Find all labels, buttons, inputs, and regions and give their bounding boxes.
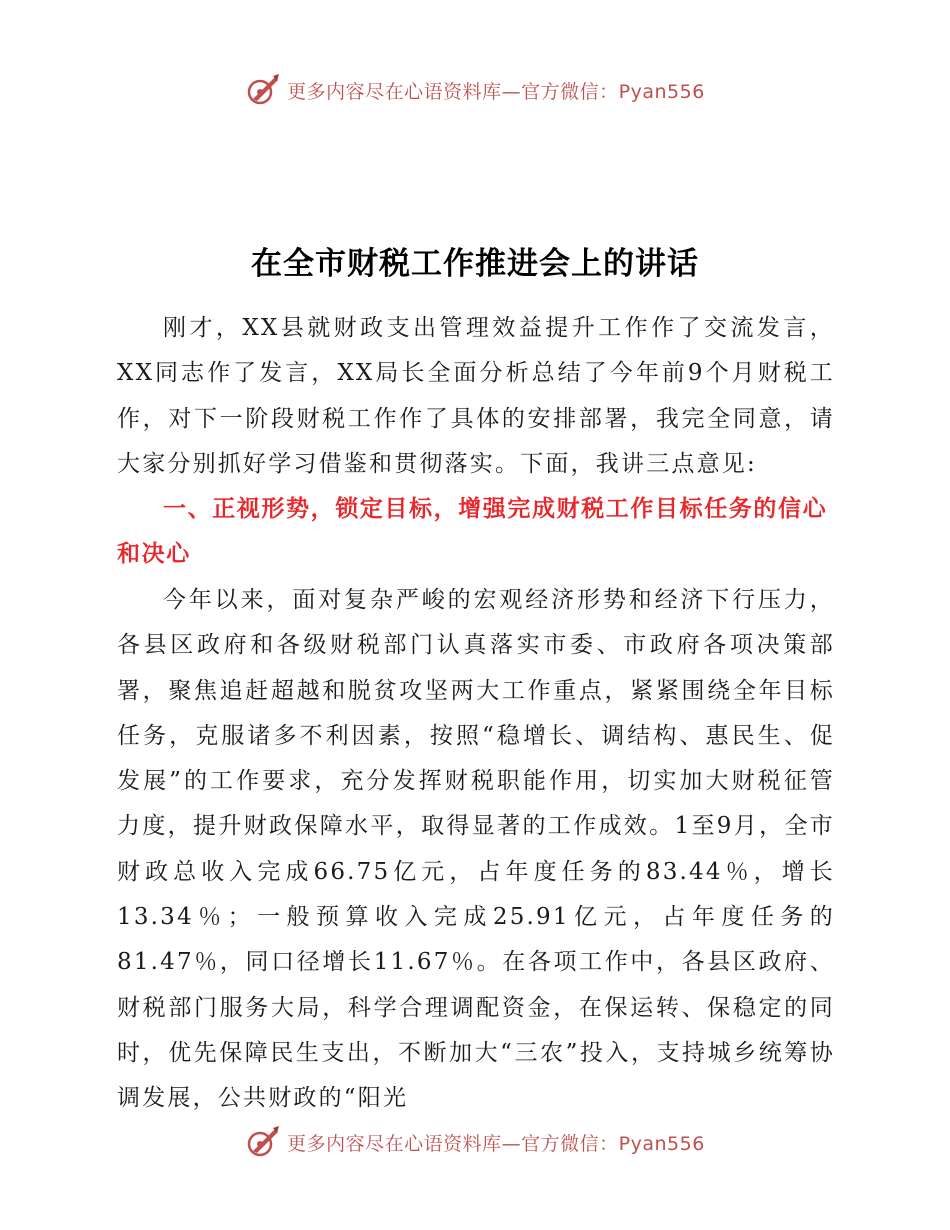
paragraph-section-1: 今年以来，面对复杂严峻的宏观经济形势和经济下行压力，各县区政府和各级财税部门认真落实市委、市政府各项决策部署，聚焦追赶超越和脱贫攻坚两大工作重点，紧紧围绕全年目标任务，克服诸多不利因素，按照“稳增长、调结构、惠民生、促发展”的工作要求，充分发挥财税职能作用，切实加大财税征管力度，提升财政保障水平，取得显著的工作成效。1至9月，全市财政总收入完成66.75亿元，占年度任务的83.44％，增长13.34％；一般预算收入完成25.91亿元，占年度任务的81.47％，同口径增长11.67％。在各项工作中，各县区政府、财税部门服务大局，科学合理调配资金，在保运转、保稳定的同时，优先保障民生支出，不断加大“三农”投入，支持城乡统筹协调发展，公共财政的“阳光 [117, 587, 835, 1112]
header-watermark [0, 70, 950, 110]
quill-logo-icon [245, 72, 281, 108]
quill-logo-icon [245, 1124, 281, 1160]
document-title: 在全市财税工作推进会上的讲话 [251, 246, 699, 282]
watermark-text: 更多内容尽在心语资料库—官方微信：Pyan556 [287, 80, 705, 103]
footer-watermark [0, 1122, 950, 1162]
paragraph-intro: 刚才，XX县就财政支出管理效益提升工作作了交流发言，XX同志作了发言，XX局长全面分析总结了今年前9个月财税工作，对下一阶段财税工作作了具体的安排部署，我完全同意，请大家分别抓好学习借鉴和贯彻落实。下面，我讲三点意见: [117, 315, 835, 477]
section-heading-1: 一、正视形势，锁定目标，增强完成财税工作目标任务的信心和决心 [117, 496, 828, 568]
watermark-text: 更多内容尽在心语资料库—官方微信：Pyan556 [287, 1132, 705, 1155]
